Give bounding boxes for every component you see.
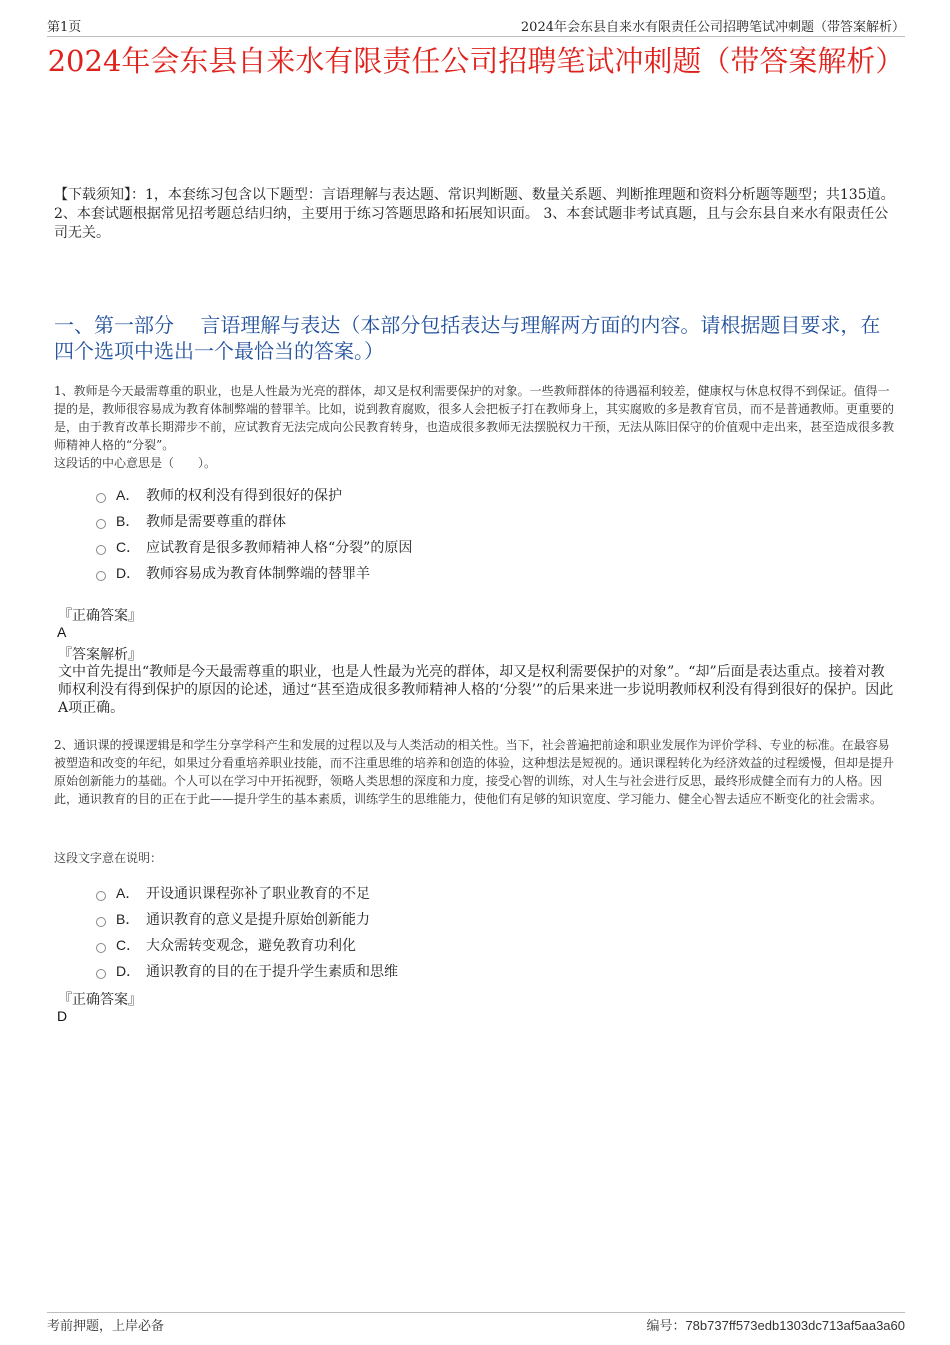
section-heading: 一、第一部分 言语理解与表达（本部分包括表达与理解两方面的内容。请根据题目要求，在四个选项中选出一个最恰当的答案。）: [54, 313, 881, 363]
question-1-prompt: 这段话的中心意思是（ ）。: [54, 456, 217, 470]
question-2-option-a[interactable]: [96, 880, 890, 906]
radio-icon[interactable]: [96, 917, 106, 927]
footer-code-label: 编号：: [646, 1319, 686, 1334]
question-1-option-b[interactable]: [96, 508, 890, 534]
page-title: 2024年会东县自来水有限责任公司招聘笔试冲刺题（带答案解析）: [47, 44, 905, 78]
question-1-body: 1、教师是今天最需尊重的职业，也是人性最为光亮的群体，却又是权利需要保护的对象。一些教师群体的待遇福利较差，健康权与休息权得不到保证。值得一提的是，教师很容易成为教育体制弊端的替罪羊。比如，说到教育腐败，很多人会把板子打在教师身上，其实腐败的多是教育官员，而不是普通教师。更重要的是，由于教育改革长期滞步不前，应试教育无法完成向公民教育转身，也造成很多教师无法摆脱权力干预，无法从陈旧保守的价值观中走出来，甚至造成很多教师精神人格的“分裂”。: [54, 384, 895, 452]
question-1-analysis-label: 『答案解析』: [58, 647, 142, 663]
question-1-option-a[interactable]: [96, 482, 890, 508]
option-text: 开设通识课程弥补了职业教育的不足: [146, 886, 370, 902]
option-letter: C．: [116, 539, 141, 555]
question-1-analysis: 文中首先提出“教师是今天最需尊重的职业，也是人性最为光亮的群体，却又是权利需要保护的对象”。“却”后面是表达重点。接着对教师权利没有得到保护的原因的论述，通过“甚至造成很多教师精神人格的‘分裂’”的后果来进一步说明教师权利没有得到很好的保护。因此A项正确。: [58, 664, 894, 716]
option-text: 通识教育的目的在于提升学生素质和思维: [146, 964, 398, 980]
question-1-option-d[interactable]: [96, 560, 890, 586]
question-2-option-b[interactable]: [96, 906, 890, 932]
question-2-text: 2、通识课的授课逻辑是和学生分享学科产生和发展的过程以及与人类活动的相关性。当下，社会普遍把前途和职业发展作为评价学科、专业的标准。在最容易被塑造和改变的年纪，如果过分看重培养职业技能，而不注重思维的培养和创造的体验，这种想法是短视的。通识课程转化为经济效益的过程缓慢，但却是提升原始创新能力的基础。个人可以在学习中开拓视野，领略人类思想的深度和力度，接受心智的训练，对人生与社会进行反思，最终形成健全而有力的人格。因此，通识教育的目的正在于此——提升学生的基本素质，训练学生的思维能力，使他们有足够的知识宽度、学习能力、健全心智去适应不断变化的社会需求。: [54, 738, 895, 806]
option-text: 教师的权利没有得到很好的保护: [146, 488, 342, 504]
option-text: 教师容易成为教育体制弊端的替罪羊: [146, 566, 370, 582]
radio-icon[interactable]: [96, 519, 106, 529]
option-letter: B．: [116, 513, 140, 529]
question-1-options: [96, 482, 890, 586]
radio-icon[interactable]: [96, 969, 106, 979]
option-text: 大众需转变观念，避免教育功利化: [146, 938, 356, 954]
question-1-text: [54, 382, 898, 472]
radio-icon[interactable]: [96, 891, 106, 901]
option-letter: A．: [116, 487, 140, 503]
question-1-answer: A: [57, 624, 67, 640]
footer-code: [646, 1315, 905, 1334]
option-letter: A．: [116, 885, 140, 901]
header-doc-title: 2024年会东县自来水有限责任公司招聘笔试冲刺题（带答案解析）: [520, 20, 905, 35]
option-letter: D．: [116, 565, 141, 581]
download-notice: 【下载须知】：1，本套练习包含以下题型：言语理解与表达题、常识判断题、数量关系题、判断推理题和资料分析题等题型；共135道。 2、本套试题根据常见招考题总结归纳，主要用于练习答题思路和拓展知识面。 3、本套试题非考试真题，且与会东县自来水有限责任公司无关。: [54, 187, 895, 241]
radio-icon[interactable]: [96, 493, 106, 503]
page-header: [47, 14, 905, 37]
option-text: 教师是需要尊重的群体: [146, 514, 286, 530]
question-2-prompt: 这段文字意在说明：: [54, 851, 163, 865]
question-1-answer-label: 『正确答案』: [58, 608, 142, 624]
question-2-options: [96, 880, 890, 984]
option-letter: C．: [116, 937, 141, 953]
radio-icon[interactable]: [96, 545, 106, 555]
question-2-option-c[interactable]: [96, 932, 890, 958]
radio-icon[interactable]: [96, 943, 106, 953]
option-letter: B．: [116, 911, 140, 927]
footer-code-value: 78b737ff573edb1303dc713af5aa3a60: [685, 1318, 905, 1333]
question-2-answer: D: [57, 1008, 68, 1024]
radio-icon[interactable]: [96, 571, 106, 581]
page-number: 第1页: [47, 20, 82, 35]
option-letter: D．: [116, 963, 141, 979]
page-footer: [47, 1312, 905, 1333]
option-text: 通识教育的意义是提升原始创新能力: [146, 912, 370, 928]
question-2-answer-label: 『正确答案』: [58, 992, 142, 1008]
question-1-option-c[interactable]: [96, 534, 890, 560]
option-text: 应试教育是很多教师精神人格“分裂”的原因: [146, 540, 413, 556]
footer-slogan: 考前押题，上岸必备: [47, 1319, 165, 1334]
question-2-option-d[interactable]: [96, 958, 890, 984]
